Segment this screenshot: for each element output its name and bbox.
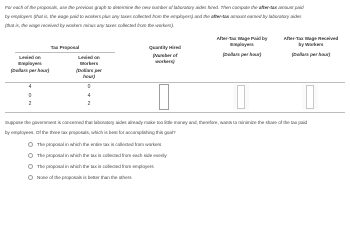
tax-proposal-rule bbox=[15, 52, 115, 53]
row-1-employers-tax: 4 bbox=[28, 84, 32, 90]
paid-by-employers-unit: (Dollars per hour) bbox=[222, 52, 262, 57]
quantity-hired-header: Quantity Hired bbox=[149, 45, 181, 50]
option-workers[interactable] bbox=[28, 141, 161, 147]
worker-wage-input[interactable] bbox=[302, 84, 318, 110]
option-employers-label: The proposal in which the tax is collected from employers bbox=[37, 163, 154, 169]
employer-wage-input-slot[interactable] bbox=[237, 85, 245, 109]
worker-wage-input-slot[interactable] bbox=[306, 85, 314, 109]
option-none-radio[interactable] bbox=[28, 175, 33, 180]
tax-proposal-header: Tax Proposal bbox=[50, 45, 80, 50]
employer-wage-input[interactable] bbox=[233, 84, 249, 110]
instructions-line-1: For each of the proposals, use the previous graph to determine the new number of laboratory aides hired. Then compute the after-tax amount paid bbox=[5, 5, 304, 10]
levied-workers-unit: (Dollars per hour) bbox=[76, 68, 102, 79]
quantity-hired-unit: (Number of workers) bbox=[152, 53, 178, 64]
levied-employers-header: Levied on Employers bbox=[18, 55, 42, 66]
row-2-employers-tax: 0 bbox=[28, 93, 32, 99]
table-bottom-rule bbox=[5, 112, 345, 113]
option-employers-radio[interactable] bbox=[28, 164, 33, 169]
row-2-workers-tax: 4 bbox=[87, 93, 91, 99]
instructions-text bbox=[5, 3, 347, 30]
instructions-line-2: by employers (that is, the wage paid to workers plus any taxes collected from the employers) and the after-tax amount earned by laboratory aides bbox=[5, 14, 302, 19]
option-employers[interactable] bbox=[28, 163, 154, 169]
option-none[interactable] bbox=[28, 174, 132, 180]
option-none-label: None of the proposals is better than the others bbox=[37, 174, 132, 180]
levied-workers-header: Levied on Workers bbox=[78, 55, 100, 66]
instructions-line-3: (that is, the wage received by workers minus any taxes collected from the workers). bbox=[5, 23, 175, 28]
question-line-2: by employees. Of the three tax proposals, which is best for accomplishing this goal? bbox=[5, 130, 176, 135]
question-line-1: Suppose the government is concerned that laboratory aides already make too little money and, therefore, wants to minimize the share of the tax paid bbox=[5, 120, 308, 125]
option-workers-radio[interactable] bbox=[28, 142, 33, 147]
row-1-workers-tax: 0 bbox=[87, 84, 91, 90]
option-evenly[interactable] bbox=[28, 152, 167, 158]
option-workers-label: The proposal in which the entire tax is collected from workers bbox=[37, 141, 162, 147]
received-by-workers-unit: (Dollars per hour) bbox=[291, 52, 331, 57]
quantity-hired-input[interactable] bbox=[159, 84, 169, 110]
table-header-divider bbox=[5, 82, 345, 83]
levied-employers-unit: (Dollars per hour) bbox=[10, 68, 50, 73]
row-3-employers-tax: 2 bbox=[28, 101, 32, 107]
row-3-workers-tax: 2 bbox=[87, 101, 91, 107]
received-by-workers-header: After-Tax Wage Received by Workers bbox=[283, 36, 339, 47]
option-evenly-label: The proposal in which the tax is collected from each side evenly bbox=[37, 152, 167, 158]
paid-by-employers-header: After-Tax Wage Paid by Employers bbox=[216, 36, 268, 47]
question-text bbox=[5, 118, 347, 138]
option-evenly-radio[interactable] bbox=[28, 153, 33, 158]
